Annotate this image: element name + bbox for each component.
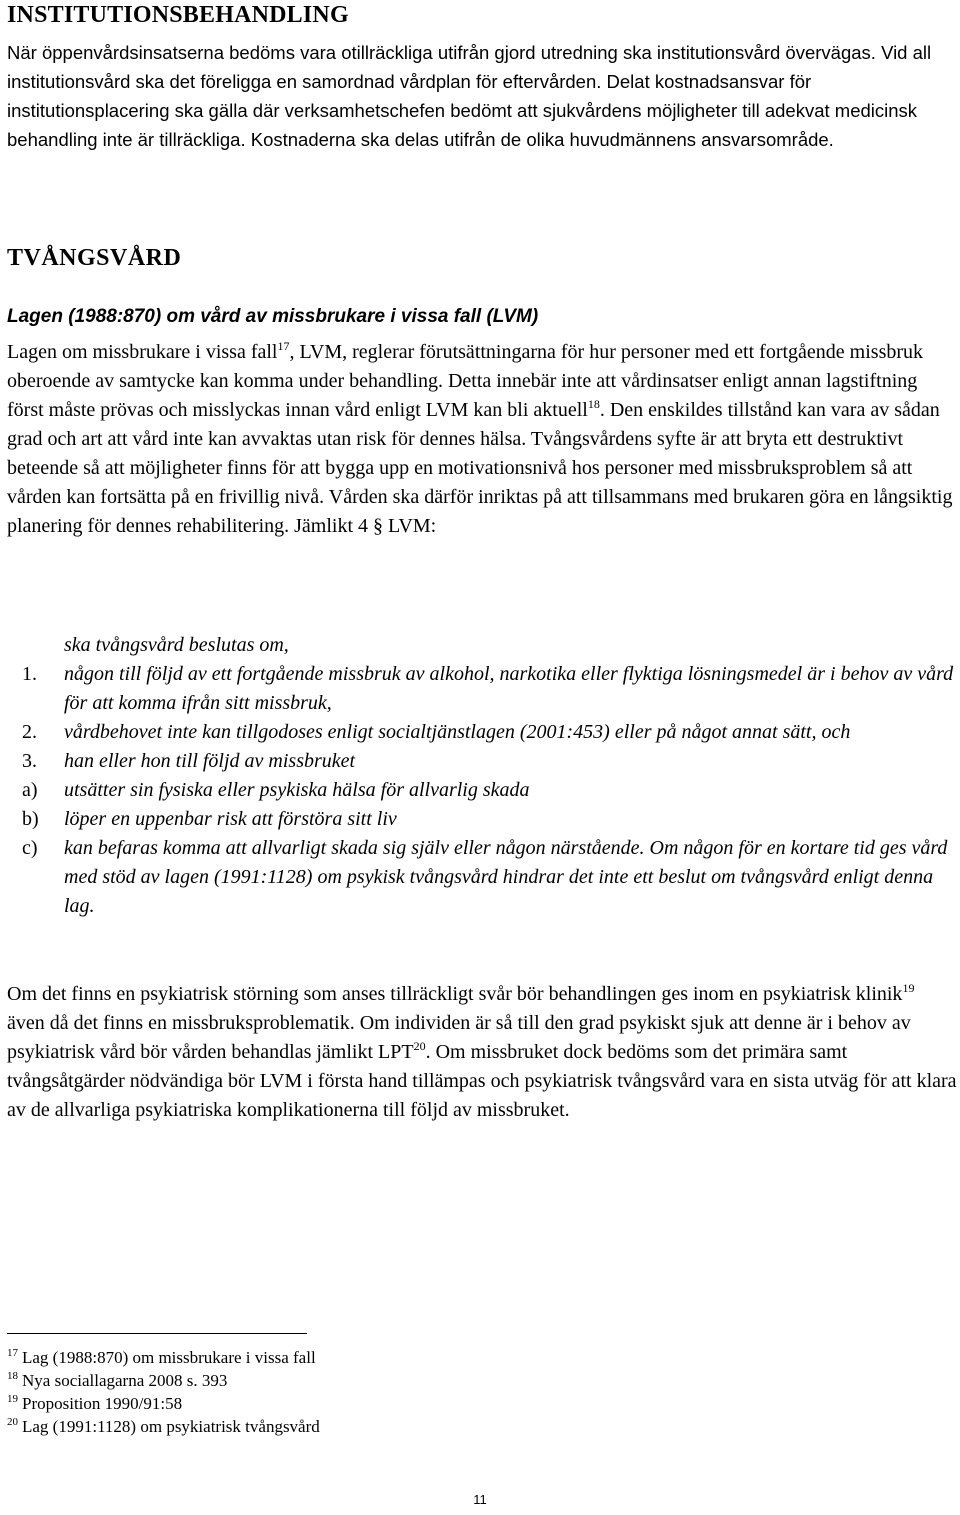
paragraph-text: . Den enskildes tillstånd kan vara av sådan grad och art att vård inte kan avvaktas utan risk för dennes hälsa. Tvångsvårdens syfte är att bryta ett destruktivt beteende så att möjligheter finns för att bygga upp en motivationsnivå hos personer med missbruksproblem så att vården kan fortsätta på en frivillig nivå. Vården ska därför inriktas på att tillsammans med brukaren göra en långsiktig planering för dennes rehabilitering. Jämlikt 4 § LVM: [7,399,953,537]
paragraph-institutionsbehandling: När öppenvårdsinsatserna bedöms vara otillräckliga utifrån gjord utredning ska institutionsvård övervägas. Vid all institutionsvård ska det föreligga en samordnad vårdplan för eftervården. Delat kostnadsansvar för institutionsplacering ska gälla där verksamhetschefen bedömt att sjukvårdens möjligheter till adekvat medicinsk behandling inte är tillräckliga. Kostnaderna ska delas utifrån de olika huvudmännens ansvarsområde. [7,42,932,150]
footnote [7,1346,957,1369]
footnote-text: Lag (1988:870) om missbrukare i vissa fall [22,1348,316,1367]
law-quote [7,631,957,921]
law-quote-intro: ska tvångsvård beslutas om, [64,634,289,656]
list-marker: 2. [22,721,37,743]
section-heading-tvangsvard: TVÅNGSVÅRD [7,245,182,271]
footnote-text: Lag (1991:1128) om psykiatrisk tvångsvård [22,1417,320,1436]
list-item-text: han eller hon till följd av missbruket [64,750,356,772]
paragraph-text: Lagen om missbrukare i vissa fall [7,341,278,363]
footnote-ref: 19 [902,981,915,995]
law-list-item [7,718,957,747]
list-item-text: utsätter sin fysiska eller psykiska hälsa för allvarlig skada [64,779,530,801]
page-number: 11 [473,1492,487,1507]
footnote [7,1369,957,1392]
list-marker: b) [22,808,39,830]
footnote-text: Proposition 1990/91:58 [22,1394,183,1413]
list-marker: a) [22,779,38,801]
footnote [7,1392,957,1415]
list-item-text: någon till följd av ett fortgående missbruk av alkohol, narkotika eller flyktiga lösningsmedel är i behov av vård för att komma ifrån sitt missbruk, [64,663,954,714]
list-marker: 1. [22,663,37,685]
footnote-number: 19 [7,1393,18,1405]
paragraph-text: Om det finns en psykiatrisk störning som anses tillräckligt svår bör behandlingen ges inom en psykiatrisk klinik [7,983,903,1005]
list-item-text: kan befaras komma att allvarligt skada sig själv eller någon närstående. Om någon för en kortare tid ges vård med stöd av lagen (1991:1128) om psykisk tvångsvård hindrar det inte ett beslut om tvångsvård enligt denna lag. [64,837,948,917]
list-marker: 3. [22,750,37,772]
footnote-number: 18 [7,1370,18,1382]
list-marker: c) [22,837,38,859]
paragraph-text: , LVM, reglerar förutsättningarna för hur personer med ett fortgående missbruk oberoende av samtycke kan komma under behandling. Detta innebär inte att vårdinsatser enligt annan lagstiftning först måste prövas och misslyckas innan vård enligt LVM kan bli aktuell [7,341,924,421]
footnote-text: Nya sociallagarna 2008 s. 393 [22,1371,228,1390]
law-list-item [7,805,957,834]
footnote-ref: 20 [413,1039,426,1053]
list-item-text: vårdbehovet inte kan tillgodoses enligt socialtjänstlagen (2001:453) eller på något annat sätt, och [64,721,851,743]
law-list-item [7,660,957,718]
footnotes [7,1346,957,1438]
footnote [7,1415,957,1438]
paragraph-text: även då det finns en missbruksproblematik. Om individen är så till den grad psykiskt sjuk att denne är i behov av psykiatrisk vård bör vården behandlas jämlikt LPT [7,1012,911,1063]
law-list-item [7,834,957,921]
paragraph-psykiatri [7,980,957,1125]
footnote-ref: 17 [277,339,290,353]
footnote-divider [7,1333,307,1334]
subheading-lvm: Lagen (1988:870) om vård av missbrukare i vissa fall (LVM) [7,306,539,327]
paragraph-lvm [7,338,957,541]
paragraph-text: . Om missbruket dock bedöms som det primära samt tvångsåtgärder nödvändiga bör LVM i första hand tillämpas och psykiatrisk tvångsvård vara en sista utväg för att klara av de allvarliga psykiatriska komplikationerna till följd av missbruket. [7,1041,957,1121]
law-list-item [7,776,957,805]
section-heading-institutionsbehandling: INSTITUTIONSBEHANDLING [7,2,349,28]
footnote-ref: 18 [587,397,600,411]
list-item-text: löper en uppenbar risk att förstöra sitt liv [64,808,397,830]
law-list-item [7,747,957,776]
footnote-number: 20 [7,1416,18,1428]
footnote-number: 17 [7,1347,18,1359]
